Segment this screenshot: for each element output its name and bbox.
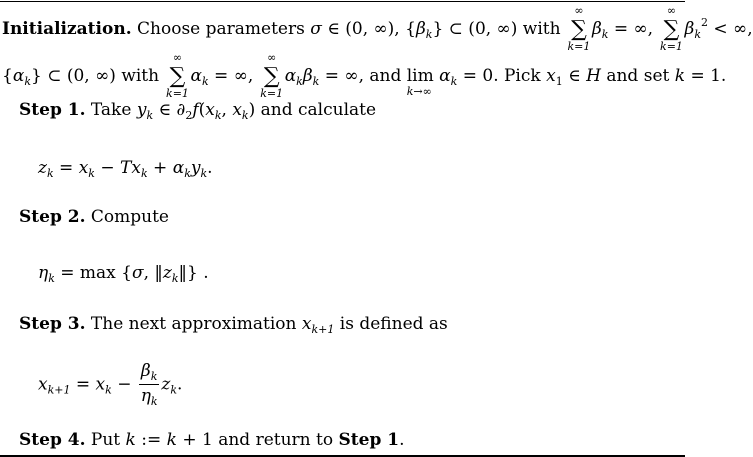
equation-x-update: $x_{k+1} = x_k$ − $\frac{\beta_k}{\eta_k}$ $z_k$. xyxy=(38,361,183,408)
step-4-label: Step 4. xyxy=(19,430,86,450)
equation-z: $z_k = x_k - Tx_k + \alpha_ky_k$. xyxy=(38,158,213,180)
limit-operator: lim k→∞ xyxy=(406,66,434,98)
init-text-g: and set xyxy=(606,66,670,86)
step-1-text-b: and calculate xyxy=(260,100,377,120)
step-4-line: Step 4. Put k := k + 1 and return to Step 1. xyxy=(19,430,405,450)
init-label: Initialization. xyxy=(2,19,132,39)
step-1-line: Step 1. Take $y_k$ ∈ $\partial_2f(x_k$, $x_k$) and calculate xyxy=(19,100,377,122)
sum-operator: ∞ ∑ k=1 xyxy=(260,51,284,100)
init-line-2: $\{\alpha_k\}$ ⊂ (0, ∞) with ∞ ∑ k=1 $\alpha_k$ = ∞, ∞ ∑ k=1 $\alpha_k\beta_k$ = ∞, and lim k→∞ $\alpha_k = 0$. Pick $x_1$ ∈ H and set k = 1. xyxy=(2,51,727,100)
init-text-b: with xyxy=(522,19,561,39)
step-3-label: Step 3. xyxy=(19,314,86,334)
sum-operator: ∞ ∑ k=1 xyxy=(166,51,189,100)
step-3-text-b: is defined as xyxy=(339,314,448,334)
init-text-d: with xyxy=(121,66,160,86)
step-4-text-a: Put xyxy=(90,430,121,450)
init-text-f: . Pick xyxy=(493,66,541,86)
init-text-c: , xyxy=(747,19,753,39)
init-text-a: Choose parameters xyxy=(137,19,305,39)
equation-eta: $\eta_k = \max \{\sigma$, $‖z_k‖$} . xyxy=(38,263,209,285)
fraction-beta-over-eta: $\frac{\beta_k}{\eta_k}$ xyxy=(140,361,158,408)
init-text-e: , and xyxy=(358,66,402,86)
step-3-text-a: The next approximation xyxy=(90,314,297,334)
step-2-label: Step 2. xyxy=(19,207,86,227)
top-rule xyxy=(0,1,685,2)
step-1-label: Step 1. xyxy=(19,100,86,120)
step-1-text-a: Take xyxy=(90,100,132,120)
step-2-line xyxy=(19,209,169,226)
step-4-text-b: and return to xyxy=(218,430,334,450)
step-3-line: Step 3. The next approximation $x_{k+1}$ is defined as xyxy=(19,314,448,336)
step-4-end: . xyxy=(399,430,405,450)
step-4-ref: Step 1 xyxy=(338,430,400,450)
sum-operator: ∞ ∑ k=1 xyxy=(660,4,683,53)
sum-operator: ∞ ∑ k=1 xyxy=(567,4,591,53)
step-2-text: Compute xyxy=(90,207,169,227)
init-line-1: Initialization. Choose parameters σ ∈ (0, ∞), $\{\beta_k\}$ ⊂ (0, ∞) with ∞ ∑ k=1 $\beta_k$ = ∞, ∞ ∑ k=1 $\beta_k^2$ < ∞, xyxy=(2,4,753,53)
